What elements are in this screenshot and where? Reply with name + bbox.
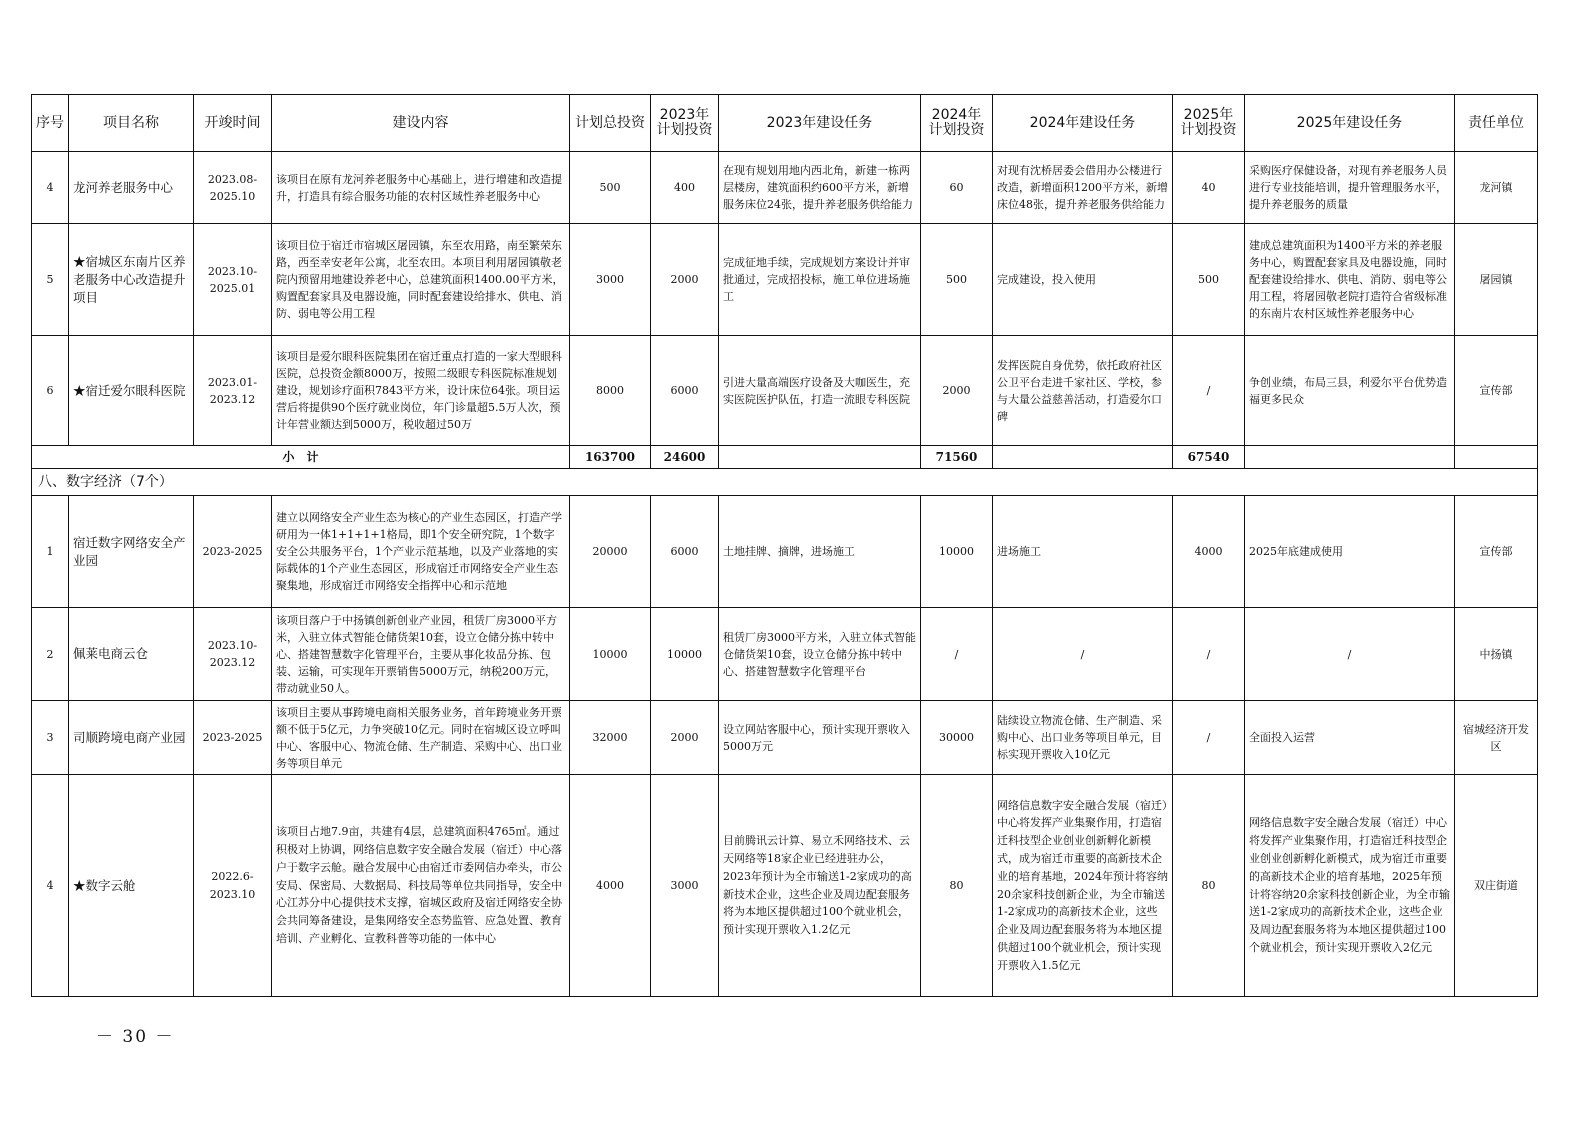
subtotal-empty-task2023 [719, 446, 921, 469]
row-task2023: 目前腾讯云计算、易立禾网络技术、云天网络等18家企业已经进驻办公，2023年预计为全市输送1-2家成功的高新技术企业，这些企业及周边配套服务将为本地区提供超过100个就业机会，预计实现开票收入1.2亿元 [719, 775, 921, 997]
row-plan2024: 80 [921, 775, 993, 997]
subtotal-label: 小 计 [32, 446, 570, 469]
project-table [31, 94, 1538, 997]
table-row [32, 336, 1538, 446]
row-total: 20000 [570, 496, 651, 608]
row-plan2023: 3000 [651, 775, 719, 997]
row-plan2023: 2000 [651, 701, 719, 775]
header-task2025: 2025年建设任务 [1245, 95, 1455, 152]
row-task2023: 引进大量高端医疗设备及大咖医生，充实医院医护队伍，打造一流眼专科医院 [719, 336, 921, 446]
row-task2024: 完成建设，投入使用 [993, 224, 1173, 336]
row-total: 8000 [570, 336, 651, 446]
row-task2024: 对现有沈桥居委会借用办公楼进行改造，新增面积1200平方米，新增床位48张，提升养老服务供给能力 [993, 152, 1173, 224]
row-task2025: 2025年底建成使用 [1245, 496, 1455, 608]
row-seq: 3 [32, 701, 69, 775]
row-project-name: 司顺跨境电商产业园 [69, 701, 194, 775]
subtotal-empty-task2025 [1245, 446, 1455, 469]
row-plan2025: 80 [1173, 775, 1245, 997]
row-time: 2023-2025 [194, 701, 272, 775]
header-plan2023: 2023年计划投资 [651, 95, 719, 152]
row-content: 该项目位于宿迁市宿城区屠园镇，东至农用路，南至繁荣东路，西至幸安老年公寓，北至农田。本项目利用屠园镇敬老院内预留用地建设养老中心，总建筑面积1400.00平方米，购置配套家具及电器设施，同时配套建设给排水、供电、消防、弱电等公用工程 [272, 224, 570, 336]
row-plan2024: 10000 [921, 496, 993, 608]
subtotal-plan2023: 24600 [651, 446, 719, 469]
row-task2023: 租赁厂房3000平方米，入驻立体式智能仓储货架10套，设立仓储分拣中转中心、搭建智慧数字化管理平台 [719, 608, 921, 701]
section-title: 八、数字经济（7个） [32, 469, 1538, 496]
row-time: 2023.10-2025.01 [194, 224, 272, 336]
row-task2023: 设立网站客服中心，预计实现开票收入5000万元 [719, 701, 921, 775]
subtotal-plan2025: 67540 [1173, 446, 1245, 469]
row-plan2024: / [921, 608, 993, 701]
row-time: 2023-2025 [194, 496, 272, 608]
row-plan2024: 2000 [921, 336, 993, 446]
row-seq: 4 [32, 152, 69, 224]
header-seq: 序号 [32, 95, 69, 152]
row-plan2023: 2000 [651, 224, 719, 336]
row-project-name: 佩莱电商云仓 [69, 608, 194, 701]
row-seq: 5 [32, 224, 69, 336]
row-project-name: 龙河养老服务中心 [69, 152, 194, 224]
row-plan2023: 400 [651, 152, 719, 224]
header-total: 计划总投资 [570, 95, 651, 152]
row-unit: 中扬镇 [1455, 608, 1538, 701]
row-plan2025: 4000 [1173, 496, 1245, 608]
row-unit: 龙河镇 [1455, 152, 1538, 224]
row-project-name: ★宿迁爱尔眼科医院 [69, 336, 194, 446]
table-row [32, 701, 1538, 775]
row-project-name: 宿迁数字网络安全产业园 [69, 496, 194, 608]
row-project-name: ★数字云舱 [69, 775, 194, 997]
row-project-name: ★宿城区东南片区养老服务中心改造提升项目 [69, 224, 194, 336]
subtotal-row [32, 446, 1538, 469]
row-time: 2023.08-2025.10 [194, 152, 272, 224]
table-row [32, 496, 1538, 608]
row-total: 4000 [570, 775, 651, 997]
row-task2023: 土地挂牌、摘牌，进场施工 [719, 496, 921, 608]
table-row [32, 224, 1538, 336]
table-row [32, 152, 1538, 224]
row-unit: 宣传部 [1455, 336, 1538, 446]
row-task2024: 陆续设立物流仓储、生产制造、采购中心、出口业务等项目单元，目标实现开票收入10亿元 [993, 701, 1173, 775]
row-time: 2023.01-2023.12 [194, 336, 272, 446]
row-plan2023: 6000 [651, 496, 719, 608]
row-plan2025: / [1173, 336, 1245, 446]
subtotal-empty-unit [1455, 446, 1538, 469]
header-plan2025: 2025年计划投资 [1173, 95, 1245, 152]
row-content: 该项目主要从事跨境电商相关服务业务，首年跨境业务开票额不低于5亿元，力争突破10亿元。同时在宿城区设立呼叫中心、客服中心、物流仓储、生产制造、采购中心、出口业务等项目单元 [272, 701, 570, 775]
subtotal-total: 163700 [570, 446, 651, 469]
header-unit: 责任单位 [1455, 95, 1538, 152]
row-total: 3000 [570, 224, 651, 336]
row-plan2025: 40 [1173, 152, 1245, 224]
row-total: 10000 [570, 608, 651, 701]
row-time: 2022.6-2023.10 [194, 775, 272, 997]
row-content: 该项目落户于中扬镇创新创业产业园，租赁厂房3000平方米，入驻立体式智能仓储货架10套，设立仓储分拣中转中心、搭建智慧数字化管理平台，主要从事化妆品分拣、包装、运输，可实现年开票销售5000万元，纳税200万元，带动就业50人。 [272, 608, 570, 701]
row-content: 该项目占地7.9亩，共建有4层，总建筑面积4765㎡。通过积极对上协调，网络信息数字安全融合发展（宿迁）中心落户于数字云舱。融合发展中心由宿迁市委网信办牵头，市公安局、保密局、大数据局、科技局等单位共同指导，安全中心江苏分中心提供技术支撑，宿城区政府及宿迁网络安全协会共同筹备建设，是集网络安全态势监管、应急处置、教育培训、产业孵化、宣教科普等功能的一体中心 [272, 775, 570, 997]
row-task2025: 建成总建筑面积为1400平方米的养老服务中心，购置配套家具及电器设施，同时配套建设给排水、供电、消防、弱电等公用工程，将屠园敬老院打造符合省级标准的东南片农村区域性养老服务中心 [1245, 224, 1455, 336]
header-name: 项目名称 [69, 95, 194, 152]
row-task2024: 网络信息数字安全融合发展（宿迁）中心将发挥产业集聚作用，打造宿迁科技型企业创业创新孵化新模式，成为宿迁市重要的高新技术企业的培育基地，2024年预计将容纳20余家科技创新企业，为全市输送1-2家成功的高新技术企业，这些企业及周边配套服务将为本地区提供超过100个就业机会，预计实现开票收入1.5亿元 [993, 775, 1173, 997]
row-time: 2023.10-2023.12 [194, 608, 272, 701]
row-task2025: 全面投入运营 [1245, 701, 1455, 775]
row-task2025: 网络信息数字安全融合发展（宿迁）中心将发挥产业集聚作用，打造宿迁科技型企业创业创新孵化新模式，成为宿迁市重要的高新技术企业的培育基地，2025年预计将容纳20余家科技创新企业，为全市输送1-2家成功的高新技术企业，这些企业及周边配套服务将为本地区提供超过100个就业机会，预计实现开票收入2亿元 [1245, 775, 1455, 997]
subtotal-empty-task2024 [993, 446, 1173, 469]
row-task2025: / [1245, 608, 1455, 701]
row-task2024: 发挥医院自身优势，依托政府社区公卫平台走进千家社区、学校，参与大量公益慈善活动，打造爱尔口碑 [993, 336, 1173, 446]
table-row [32, 775, 1538, 997]
row-seq: 4 [32, 775, 69, 997]
row-task2025: 争创业绩，布局三县，利爱尔平台优势造福更多民众 [1245, 336, 1455, 446]
row-plan2025: / [1173, 701, 1245, 775]
header-task2024: 2024年建设任务 [993, 95, 1173, 152]
row-plan2024: 30000 [921, 701, 993, 775]
row-task2024: 进场施工 [993, 496, 1173, 608]
row-plan2024: 60 [921, 152, 993, 224]
table-header-row [32, 95, 1538, 152]
section-row [32, 469, 1538, 496]
row-total: 32000 [570, 701, 651, 775]
header-start: 开竣时间 [194, 95, 272, 152]
row-task2025: 采购医疗保健设备，对现有养老服务人员进行专业技能培训，提升管理服务水平，提升养老服务的质量 [1245, 152, 1455, 224]
row-content: 建立以网络安全产业生态为核心的产业生态园区，打造产学研用为一体1+1+1+1格局，即1个安全研究院，1个数字安全公共服务平台，1个产业示范基地，以及产业落地的实际载体的1个产业生态园区，形成宿迁市网络安全产业生态聚集地，形成宿迁市网络安全指挥中心和示范地 [272, 496, 570, 608]
row-content: 该项目在原有龙河养老服务中心基础上，进行增建和改造提升，打造具有综合服务功能的农村区域性养老服务中心 [272, 152, 570, 224]
row-unit: 宣传部 [1455, 496, 1538, 608]
row-content: 该项目是爱尔眼科医院集团在宿迁重点打造的一家大型眼科医院，总投资金额8000万，按照二级眼专科医院标准规划建设，规划诊疗面积7843平方米，设计床位64张。项目运营后将提供90个医疗就业岗位，年门诊量超5.5万人次，预计年营业额达到5000万，税收超过50万 [272, 336, 570, 446]
row-task2023: 完成征地手续，完成规划方案设计并审批通过，完成招投标，施工单位进场施工 [719, 224, 921, 336]
header-task2023: 2023年建设任务 [719, 95, 921, 152]
page-number: － 30 － [96, 1027, 175, 1047]
row-plan2025: / [1173, 608, 1245, 701]
header-content: 建设内容 [272, 95, 570, 152]
row-plan2025: 500 [1173, 224, 1245, 336]
table-row [32, 608, 1538, 701]
row-plan2024: 500 [921, 224, 993, 336]
row-plan2023: 6000 [651, 336, 719, 446]
row-seq: 1 [32, 496, 69, 608]
row-unit: 屠园镇 [1455, 224, 1538, 336]
row-task2023: 在现有规划用地内西北角，新建一栋两层楼房，建筑面积约600平方米，新增服务床位24张，提升养老服务供给能力 [719, 152, 921, 224]
row-seq: 6 [32, 336, 69, 446]
row-unit: 宿城经济开发区 [1455, 701, 1538, 775]
row-total: 500 [570, 152, 651, 224]
row-seq: 2 [32, 608, 69, 701]
row-task2024: / [993, 608, 1173, 701]
subtotal-plan2024: 71560 [921, 446, 993, 469]
row-plan2023: 10000 [651, 608, 719, 701]
header-plan2024: 2024年计划投资 [921, 95, 993, 152]
row-unit: 双庄街道 [1455, 775, 1538, 997]
project-table-sheet [31, 94, 1537, 997]
